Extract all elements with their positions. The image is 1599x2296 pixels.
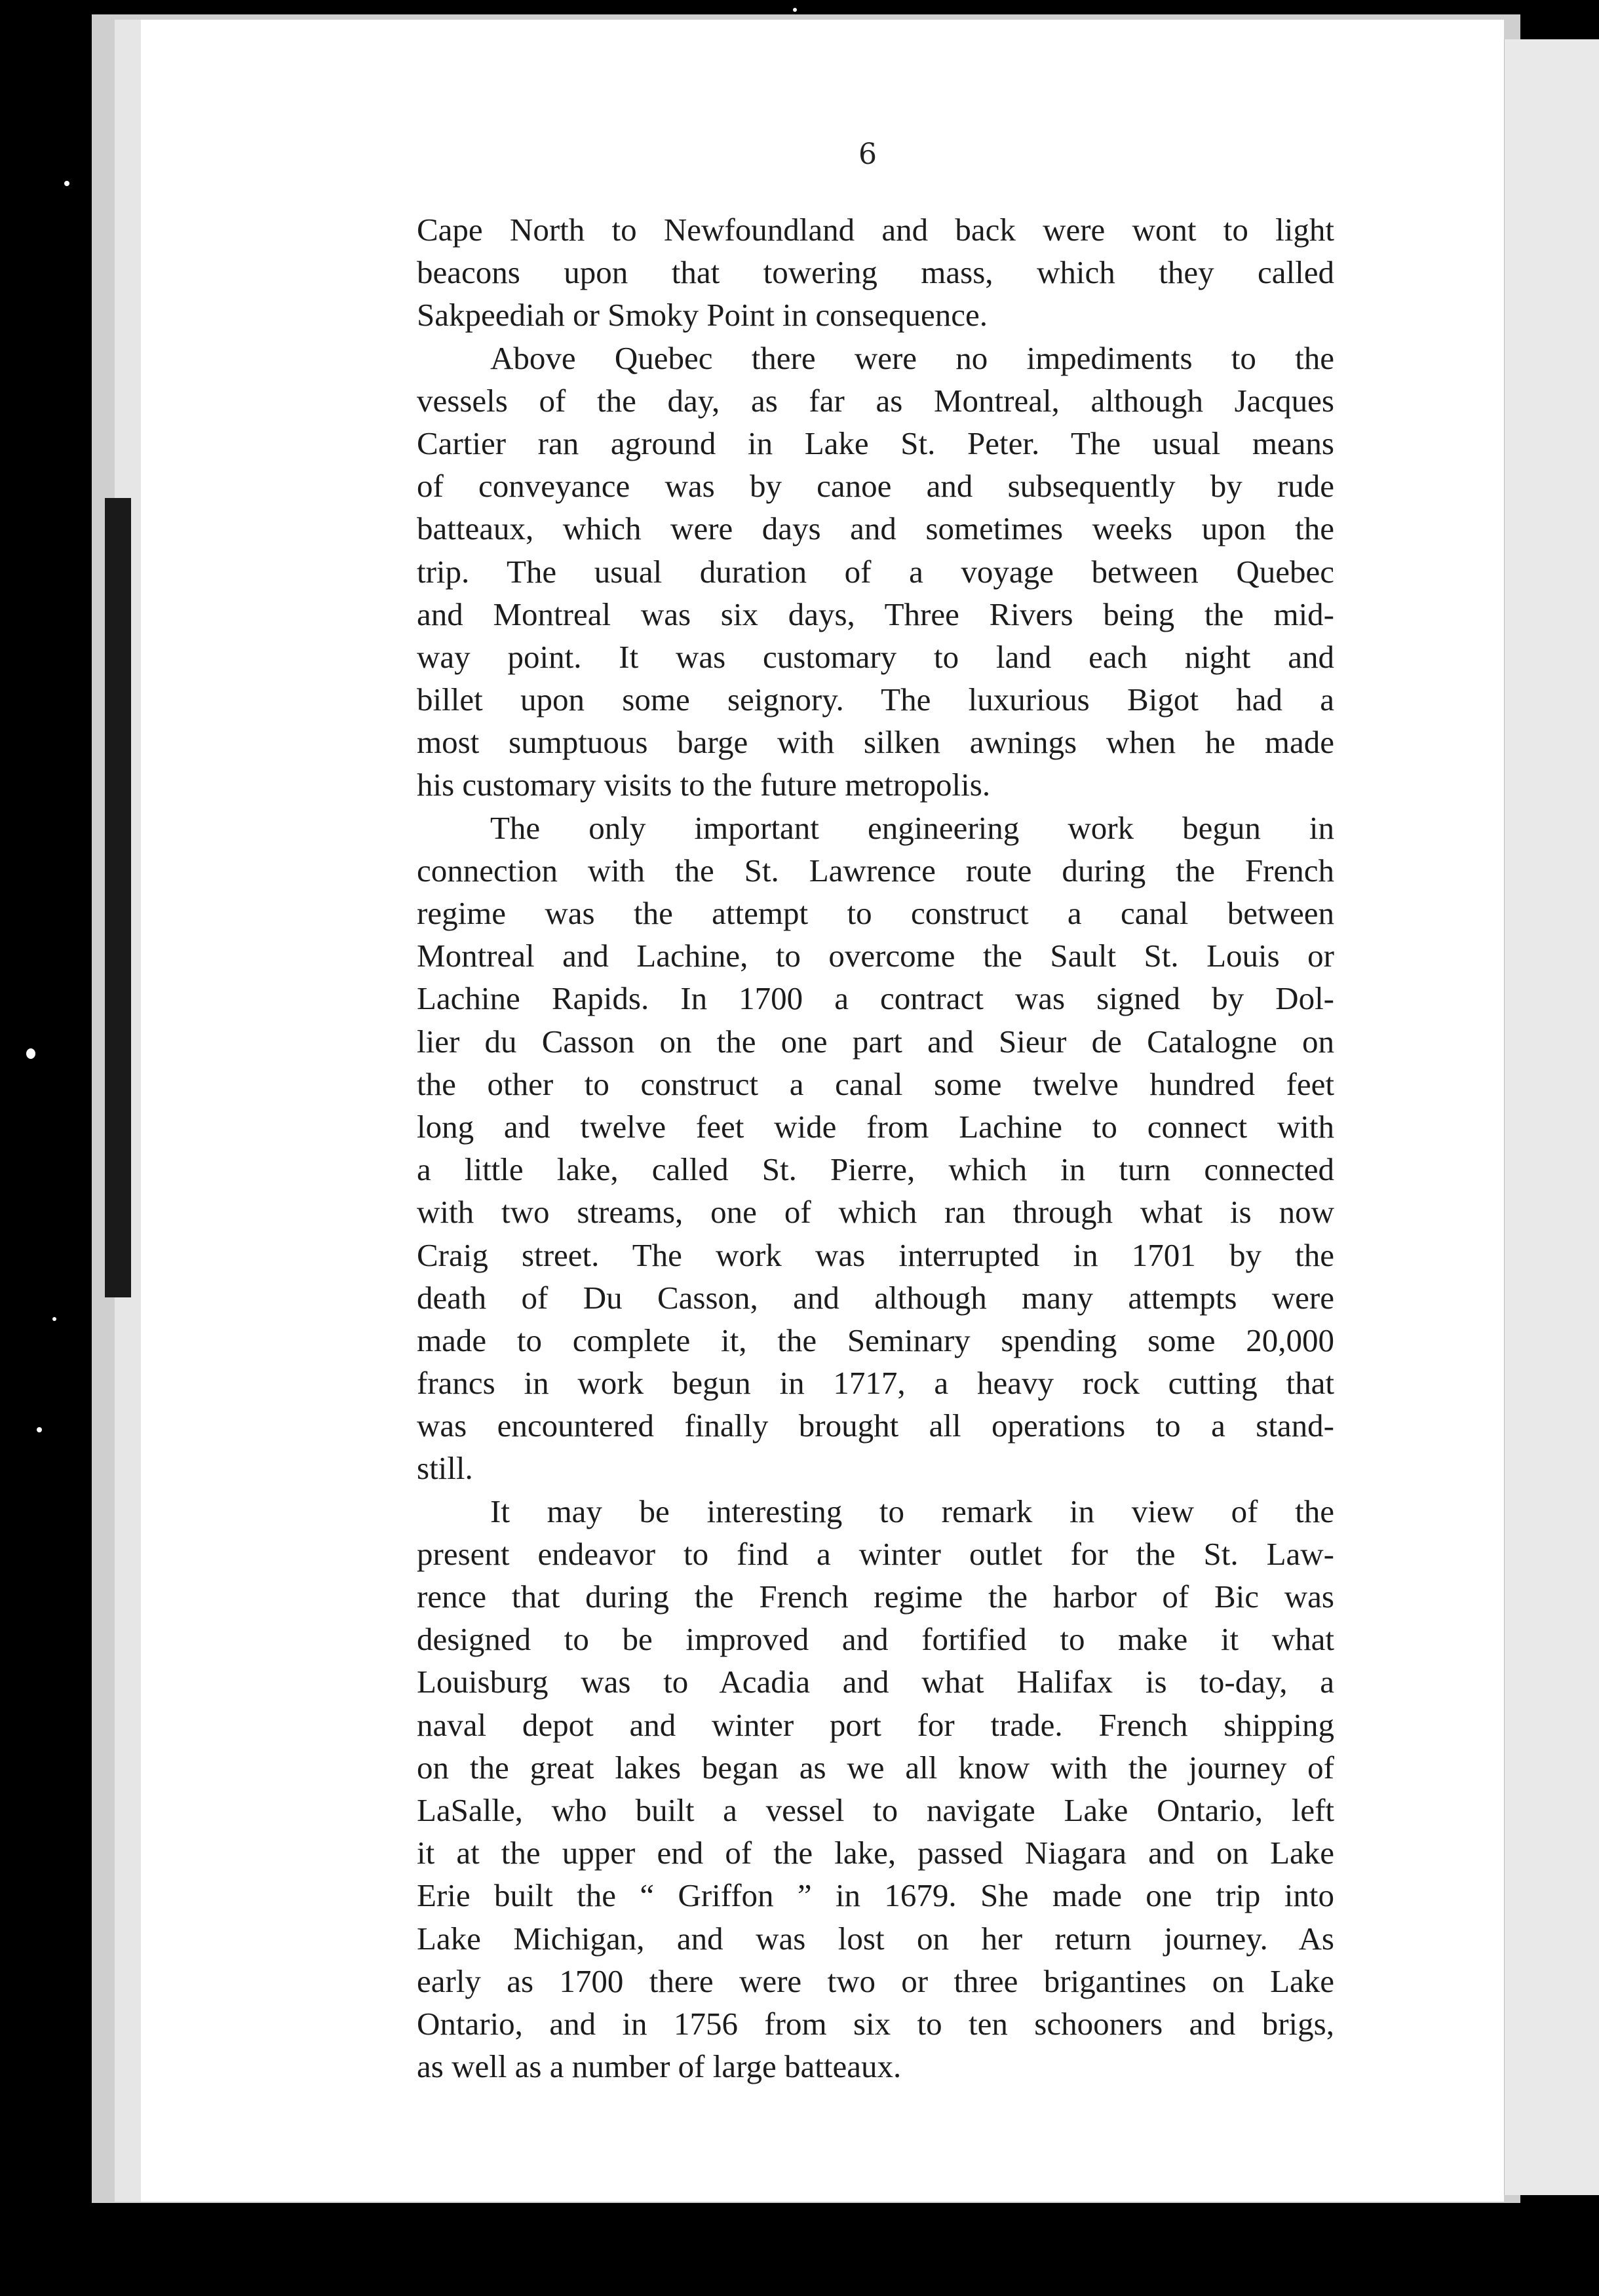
text-line: The only important engineering work begun in xyxy=(490,809,1334,846)
dust-speck xyxy=(793,8,797,12)
text-line: beacons upon that towering mass, which they called xyxy=(417,254,1334,291)
text-line: Montreal and Lachine, to overcome the Sault St. Louis or xyxy=(417,938,1334,974)
text-line: Above Quebec there were no impediments to the xyxy=(490,339,1334,376)
text-line: way point. It was customary to land each night and xyxy=(417,638,1334,675)
dust-speck xyxy=(26,1048,35,1059)
text-line: connection with the St. Lawrence route during the French xyxy=(417,852,1334,889)
text-line: naval depot and winter port for trade. French shipping xyxy=(417,1706,1334,1743)
text-line: trip. The usual duration of a voyage between Quebec xyxy=(417,553,1334,590)
text-line: regime was the attempt to construct a canal between xyxy=(417,895,1334,931)
binding-shadow xyxy=(105,498,131,1297)
text-line: of conveyance was by canoe and subsequently by rude xyxy=(417,468,1334,505)
text-line: still. xyxy=(417,1450,473,1487)
text-line: rence that during the French regime the harbor of Bic was xyxy=(417,1578,1334,1615)
text-line: lier du Casson on the one part and Sieur de Catalogne on xyxy=(417,1023,1334,1060)
page-number: 6 xyxy=(858,138,877,171)
text-line: Erie built the “ Griffon ” in 1679. She made one trip into xyxy=(417,1877,1334,1914)
text-line: the other to construct a canal some twelve hundred feet xyxy=(417,1065,1334,1102)
text-line: Louisburg was to Acadia and what Halifax is to-day, a xyxy=(417,1664,1334,1700)
text-line: Cartier ran aground in Lake St. Peter. The usual means xyxy=(417,425,1334,461)
text-line: death of Du Casson, and although many attempts were xyxy=(417,1279,1334,1316)
text-line: vessels of the day, as far as Montreal, although Jacques xyxy=(417,382,1334,419)
text-line: LaSalle, who built a vessel to navigate Lake Ontario, left xyxy=(417,1791,1334,1828)
text-line: early as 1700 there were two or three brigantines on Lake xyxy=(417,1962,1334,1999)
dust-speck xyxy=(64,181,69,186)
text-line: with two streams, one of which ran through what is now xyxy=(417,1194,1334,1231)
text-line: designed to be improved and fortified to make it what xyxy=(417,1621,1334,1658)
text-line: Lake Michigan, and was lost on her return journey. As xyxy=(417,1920,1334,1957)
facing-page-edge xyxy=(1501,39,1599,2195)
text-line: his customary visits to the future metropolis. xyxy=(417,767,991,803)
dust-speck xyxy=(37,1427,42,1432)
text-line: on the great lakes began as we all know with the journey of xyxy=(417,1749,1334,1786)
text-line: Lachine Rapids. In 1700 a contract was signed by Dol- xyxy=(417,980,1334,1017)
text-line: Ontario, and in 1756 from six to ten schooners and brigs, xyxy=(417,2005,1334,2042)
text-line: It may be interesting to remark in view of the xyxy=(490,1493,1334,1529)
text-line: made to complete it, the Seminary spending some 20,000 xyxy=(417,1322,1334,1358)
text-line: francs in work begun in 1717, a heavy rock cutting that xyxy=(417,1365,1334,1402)
text-line: billet upon some seignory. The luxurious Bigot had a xyxy=(417,681,1334,718)
text-line: it at the upper end of the lake, passed Niagara and on Lake xyxy=(417,1835,1334,1871)
text-line: was encountered finally brought all operations to a stand- xyxy=(417,1407,1334,1444)
text-line: Sakpeediah or Smoky Point in consequence. xyxy=(417,297,988,334)
text-line: batteaux, which were days and sometimes weeks upon the xyxy=(417,510,1334,547)
text-line: present endeavor to find a winter outlet for the St. Law- xyxy=(417,1535,1334,1572)
text-line: Cape North to Newfoundland and back were wont to light xyxy=(417,212,1334,248)
text-line: as well as a number of large batteaux. xyxy=(417,2048,902,2085)
text-line: Craig street. The work was interrupted in 1701 by the xyxy=(417,1236,1334,1273)
text-line: a little lake, called St. Pierre, which in turn connected xyxy=(417,1151,1334,1188)
body-text xyxy=(417,208,1334,2088)
text-line: long and twelve feet wide from Lachine to connect with xyxy=(417,1108,1334,1145)
dust-speck xyxy=(52,1317,56,1321)
text-line: most sumptuous barge with silken awnings when he made xyxy=(417,724,1334,761)
text-line: and Montreal was six days, Three Rivers being the mid- xyxy=(417,596,1334,632)
